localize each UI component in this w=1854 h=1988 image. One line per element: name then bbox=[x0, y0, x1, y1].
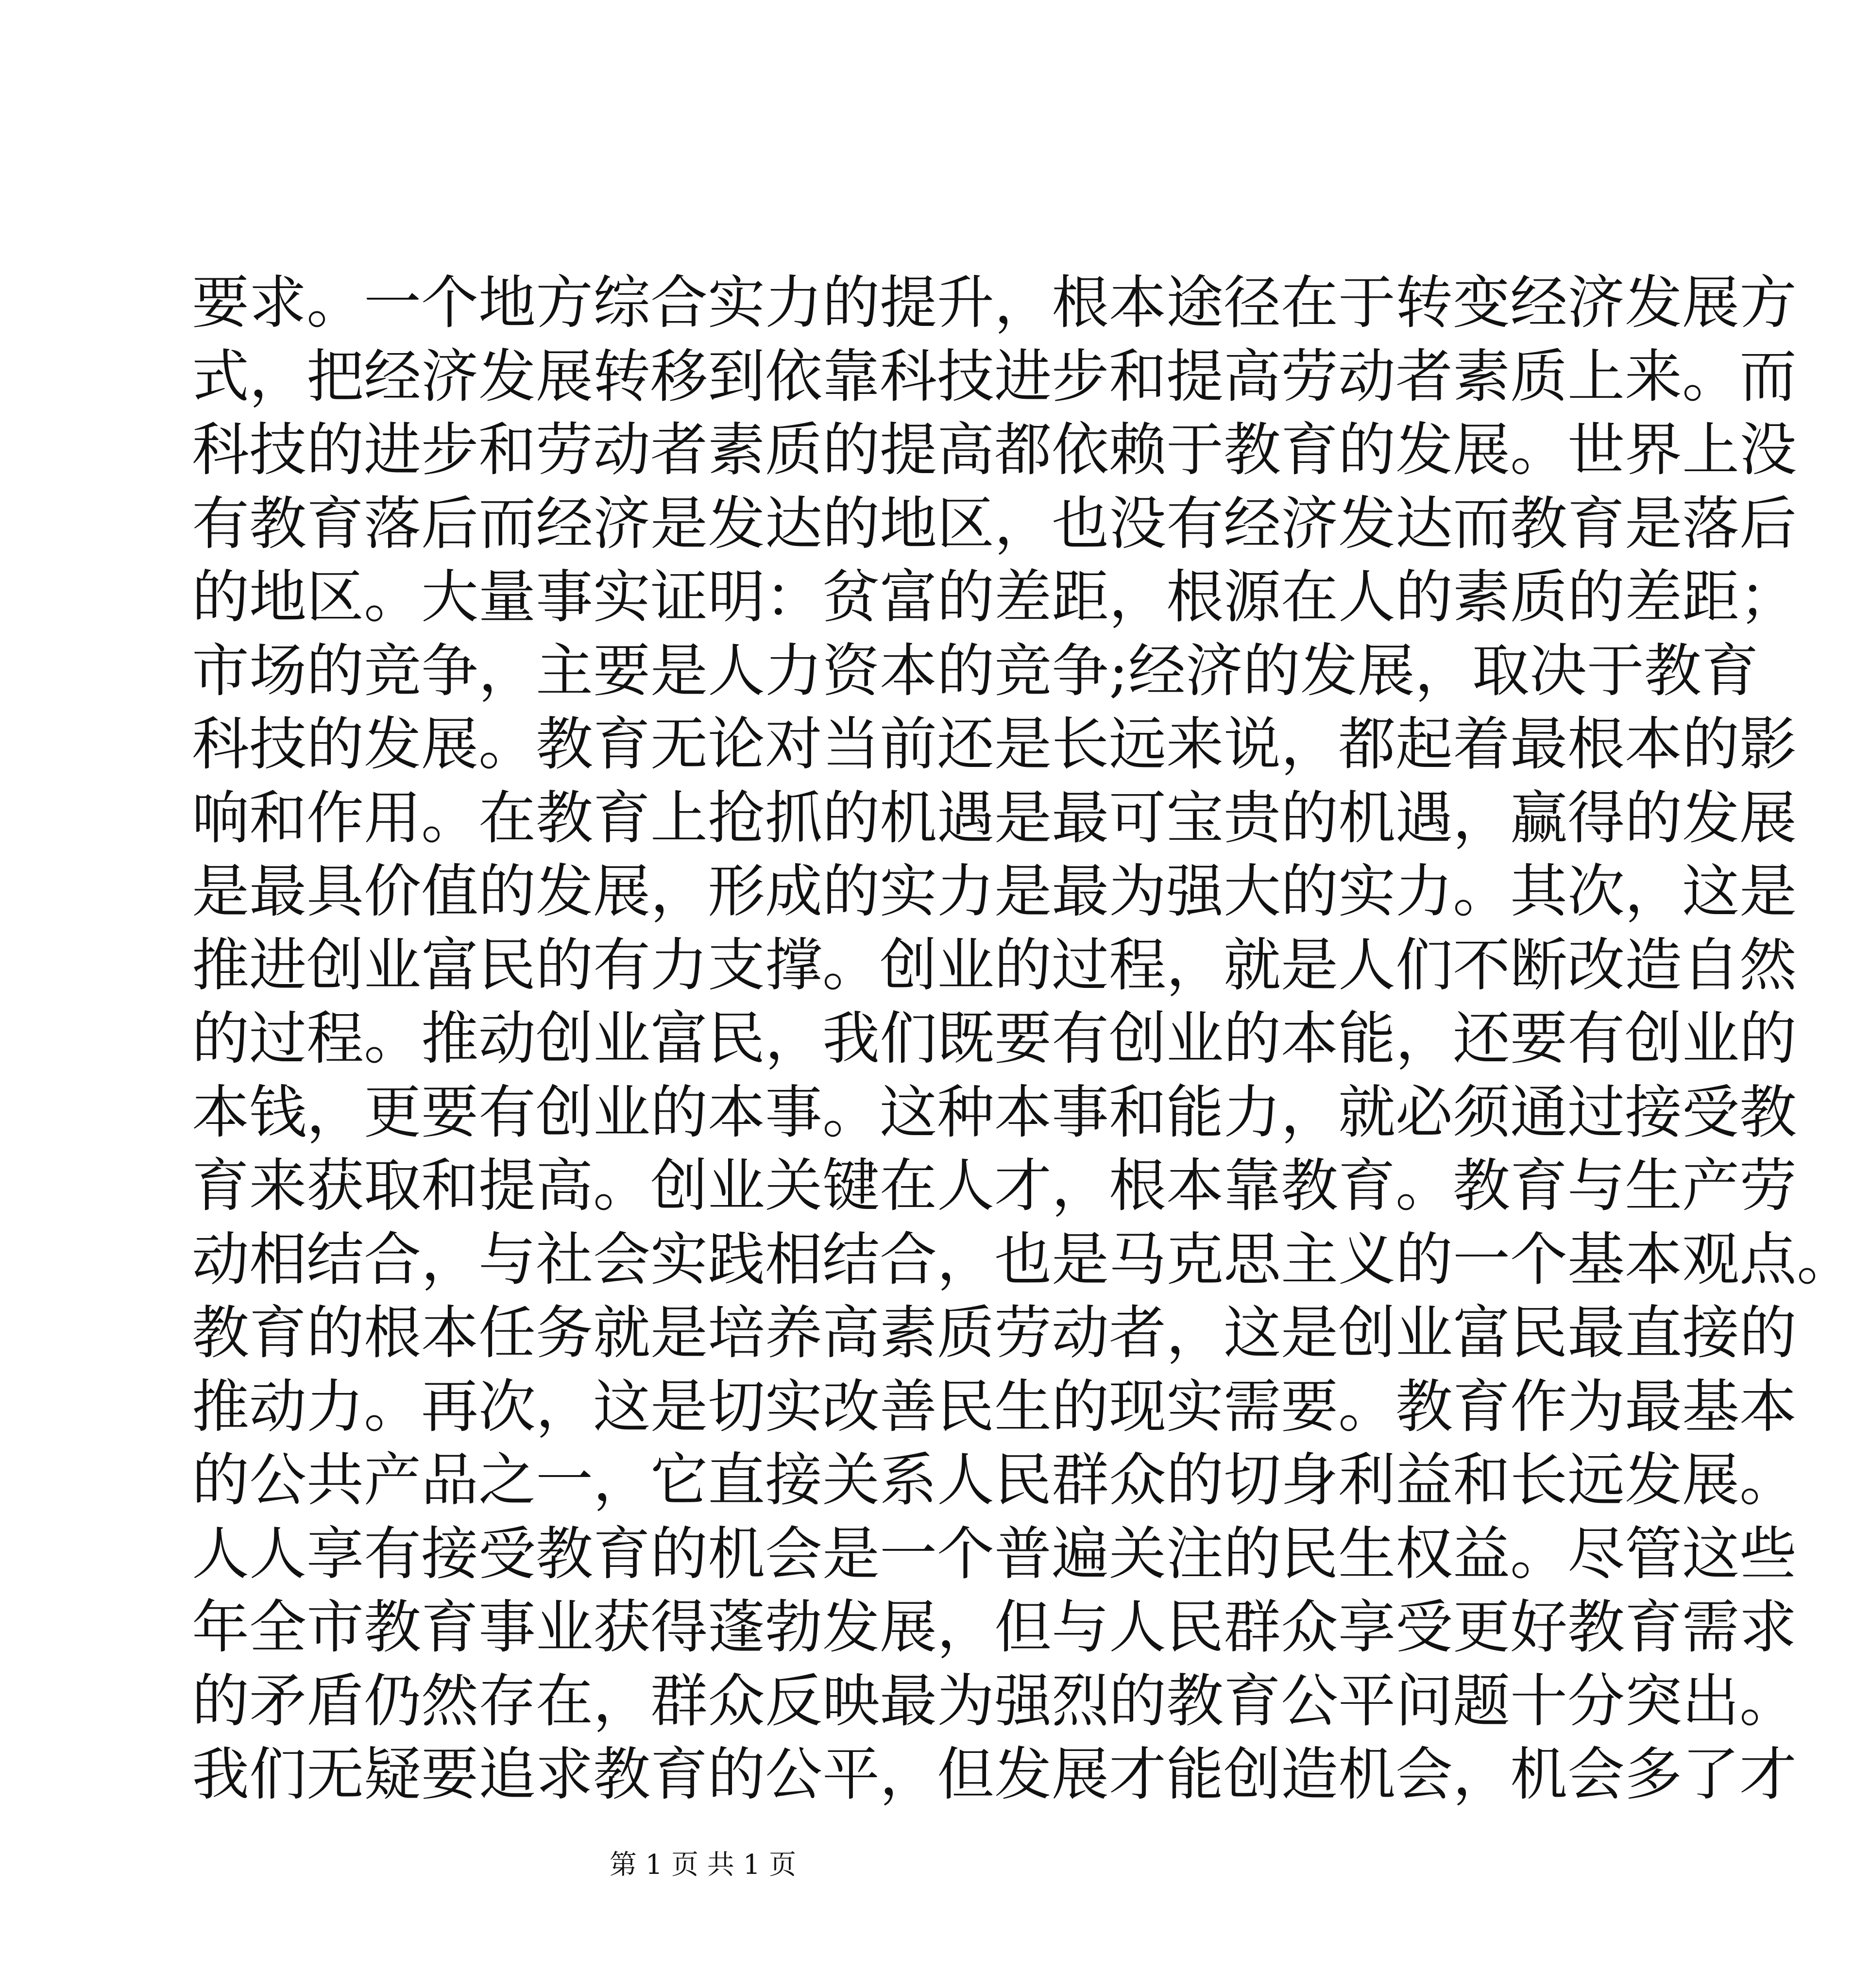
text-line: 推进创业富民的有力支撑。创业的过程，就是人们不断改造自然 bbox=[192, 931, 1797, 999]
text-line: 动相结合，与社会实践相结合，也是马克思主义的一个基本观点。 bbox=[192, 1225, 1854, 1293]
text-line: 人人享有接受教育的机会是一个普遍关注的民生权益。尽管这些 bbox=[192, 1520, 1797, 1587]
text-line: 的过程。推动创业富民，我们既要有创业的本能，还要有创业的 bbox=[192, 1005, 1797, 1072]
text-line: 是最具价值的发展，形成的实力是最为强大的实力。其次，这是 bbox=[192, 858, 1797, 925]
text-line: 的地区。大量事实证明：贫富的差距，根源在人的素质的差距； bbox=[192, 563, 1797, 630]
text-line: 我们无疑要追求教育的公平，但发展才能创造机会，机会多了才 bbox=[192, 1741, 1797, 1808]
page-footer: 第 1 页 共 1 页 bbox=[609, 1849, 797, 1881]
text-line: 科技的进步和劳动者素质的提高都依赖于教育的发展。世界上没 bbox=[192, 416, 1797, 483]
text-line: 育来获取和提高。创业关键在人才，根本靠教育。教育与生产劳 bbox=[192, 1152, 1797, 1219]
text-line: 的公共产品之一，它直接关系人民群众的切身利益和长远发展。 bbox=[192, 1446, 1797, 1513]
text-line: 的矛盾仍然存在，群众反映最为强烈的教育公平问题十分突出。 bbox=[192, 1667, 1797, 1734]
body-paragraph bbox=[192, 266, 1854, 1812]
text-line: 式，把经济发展转移到依靠科技进步和提高劳动者素质上来。而 bbox=[192, 342, 1797, 410]
text-line: 年全市教育事业获得蓬勃发展，但与人民群众享受更好教育需求 bbox=[192, 1594, 1797, 1661]
text-line: 科技的发展。教育无论对当前还是长远来说，都起着最根本的影 bbox=[192, 711, 1797, 778]
text-line: 响和作用。在教育上抢抓的机遇是最可宝贵的机遇，赢得的发展 bbox=[192, 784, 1797, 851]
text-line: 教育的根本任务就是培养高素质劳动者，这是创业富民最直接的 bbox=[192, 1299, 1797, 1366]
text-line: 有教育落后而经济是发达的地区，也没有经济发达而教育是落后 bbox=[192, 490, 1797, 557]
text-line: 要求。一个地方综合实力的提升，根本途径在于转变经济发展方 bbox=[192, 269, 1797, 336]
text-line: 市场的竞争，主要是人力资本的竞争;经济的发展，取决于教育 bbox=[192, 637, 1759, 704]
text-line: 本钱，更要有创业的本事。这种本事和能力，就必须通过接受教 bbox=[192, 1078, 1797, 1146]
text-line: 推动力。再次，这是切实改善民生的现实需要。教育作为最基本 bbox=[192, 1373, 1797, 1440]
